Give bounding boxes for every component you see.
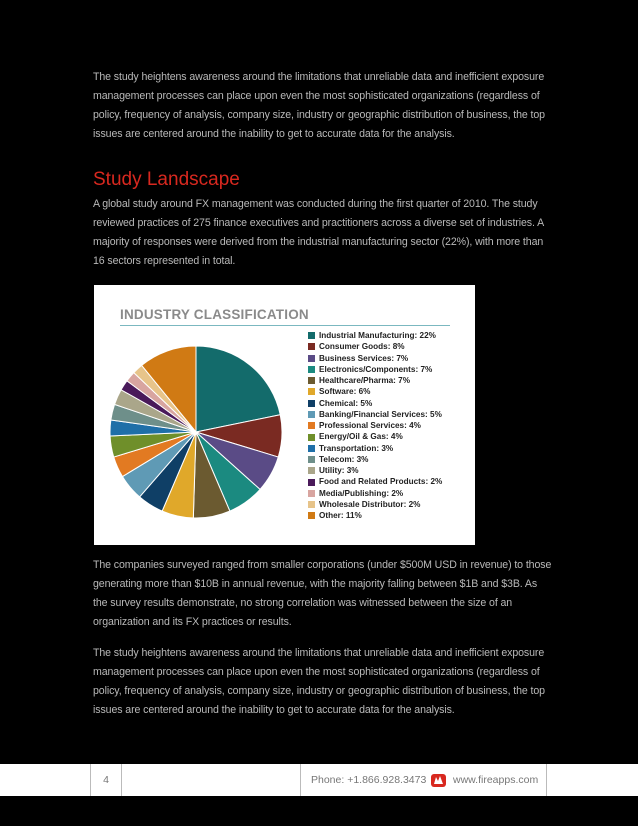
legend-swatch xyxy=(308,490,315,497)
legend-label: Business Services: 7% xyxy=(319,353,409,363)
legend-label: Industrial Manufacturing: 22% xyxy=(319,331,436,340)
legend-label: Professional Services: 4% xyxy=(319,421,421,431)
company-size-paragraph: The companies surveyed ranged from smaller corporations (under $500M USD in revenue) to those generating more than $10B in annual revenue, with the majority falling between $1B and $3B. As the survey results demonstrate, no strong correlation was witnessed between the size of an organization and its FX practices or results. xyxy=(93,559,552,628)
legend-swatch xyxy=(308,467,315,474)
chart-title-rule xyxy=(120,325,450,326)
legend-label: Chemical: 5% xyxy=(319,398,373,408)
legend-swatch xyxy=(308,479,315,486)
legend-item xyxy=(308,353,442,364)
legend-swatch xyxy=(308,411,315,418)
legend-label: Food and Related Products: 2% xyxy=(319,477,443,487)
legend-item xyxy=(308,431,442,442)
legend-item xyxy=(308,454,442,465)
legend-swatch xyxy=(308,445,315,452)
legend-item xyxy=(308,476,442,487)
industry-chart xyxy=(94,285,475,545)
legend-swatch xyxy=(308,377,315,384)
legend-label: Utility: 3% xyxy=(319,466,359,476)
phone-number: Phone: +1.866.928.3473 xyxy=(311,774,427,786)
legend-label: Healthcare/Pharma: 7% xyxy=(319,376,411,386)
landscape-paragraph: A global study around FX management was conducted during the first quarter of 2010. The study reviewed practices of 275 finance executives and practitioners across a diverse set of industries. A majority of responses were derived from the industrial manufacturing sector (22%), with more than 16 sectors represented in total. xyxy=(93,198,544,267)
legend-swatch xyxy=(308,512,315,519)
page-footer xyxy=(0,764,638,796)
legend-item xyxy=(308,375,442,386)
legend-swatch xyxy=(308,332,315,339)
legend-item xyxy=(308,330,442,341)
legend-label: Telecom: 3% xyxy=(319,454,369,464)
chart-title: INDUSTRY CLASSIFICATION xyxy=(120,307,309,322)
legend-item xyxy=(308,465,442,476)
footer-divider xyxy=(0,764,91,796)
legend-item xyxy=(308,443,442,454)
legend-swatch xyxy=(308,400,315,407)
legend-swatch xyxy=(308,366,315,373)
legend-label: Electronics/Components: 7% xyxy=(319,364,433,374)
legend-item xyxy=(308,510,442,521)
legend-item xyxy=(308,409,442,420)
legend-item xyxy=(308,420,442,431)
legend-item xyxy=(308,386,442,397)
legend-label: Wholesale Distributor: 2% xyxy=(319,499,421,509)
section-heading: Study Landscape xyxy=(93,169,240,190)
legend-item xyxy=(308,488,442,499)
intro-paragraph: The study heightens awareness around the limitations that unreliable data and inefficient exposure management processes can place upon even the most sophisticated organizations (regardless of policy, frequency of analysis, company size, industry or geographic distribution of business, the top issues are centered around the inability to get to accurate data for the analysis. xyxy=(93,71,545,140)
website-link[interactable]: www.fireapps.com xyxy=(453,774,539,786)
legend-swatch xyxy=(308,501,315,508)
legend-label: Energy/Oil & Gas: 4% xyxy=(319,432,403,442)
chart-legend xyxy=(308,330,442,522)
legend-swatch xyxy=(308,422,315,429)
footer-divider xyxy=(122,764,301,796)
fireapps-logo-icon xyxy=(431,774,446,787)
legend-label: Consumer Goods: 8% xyxy=(319,342,405,352)
legend-label: Other: 11% xyxy=(319,511,362,521)
legend-label: Media/Publishing: 2% xyxy=(319,488,404,498)
legend-swatch xyxy=(308,434,315,441)
legend-item xyxy=(308,499,442,510)
legend-swatch xyxy=(308,343,315,350)
legend-item xyxy=(308,398,442,409)
legend-label: Banking/Financial Services: 5% xyxy=(319,409,442,419)
legend-label: Transportation: 3% xyxy=(319,443,394,453)
closing-paragraph: The study heightens awareness around the limitations that unreliable data and inefficient exposure management processes can place upon even the most sophisticated organizations (regardless of policy, frequency of analysis, company size, industry or geographic distribution of business, the top issues are centered around the inability to get to accurate data for the analysis. xyxy=(93,647,545,716)
page-number: 4 xyxy=(91,764,122,796)
legend-swatch xyxy=(308,355,315,362)
legend-label: Software: 6% xyxy=(319,387,371,397)
legend-item xyxy=(308,364,442,375)
legend-item xyxy=(308,341,442,352)
legend-swatch xyxy=(308,388,315,395)
footer-divider xyxy=(546,764,547,796)
legend-swatch xyxy=(308,456,315,463)
